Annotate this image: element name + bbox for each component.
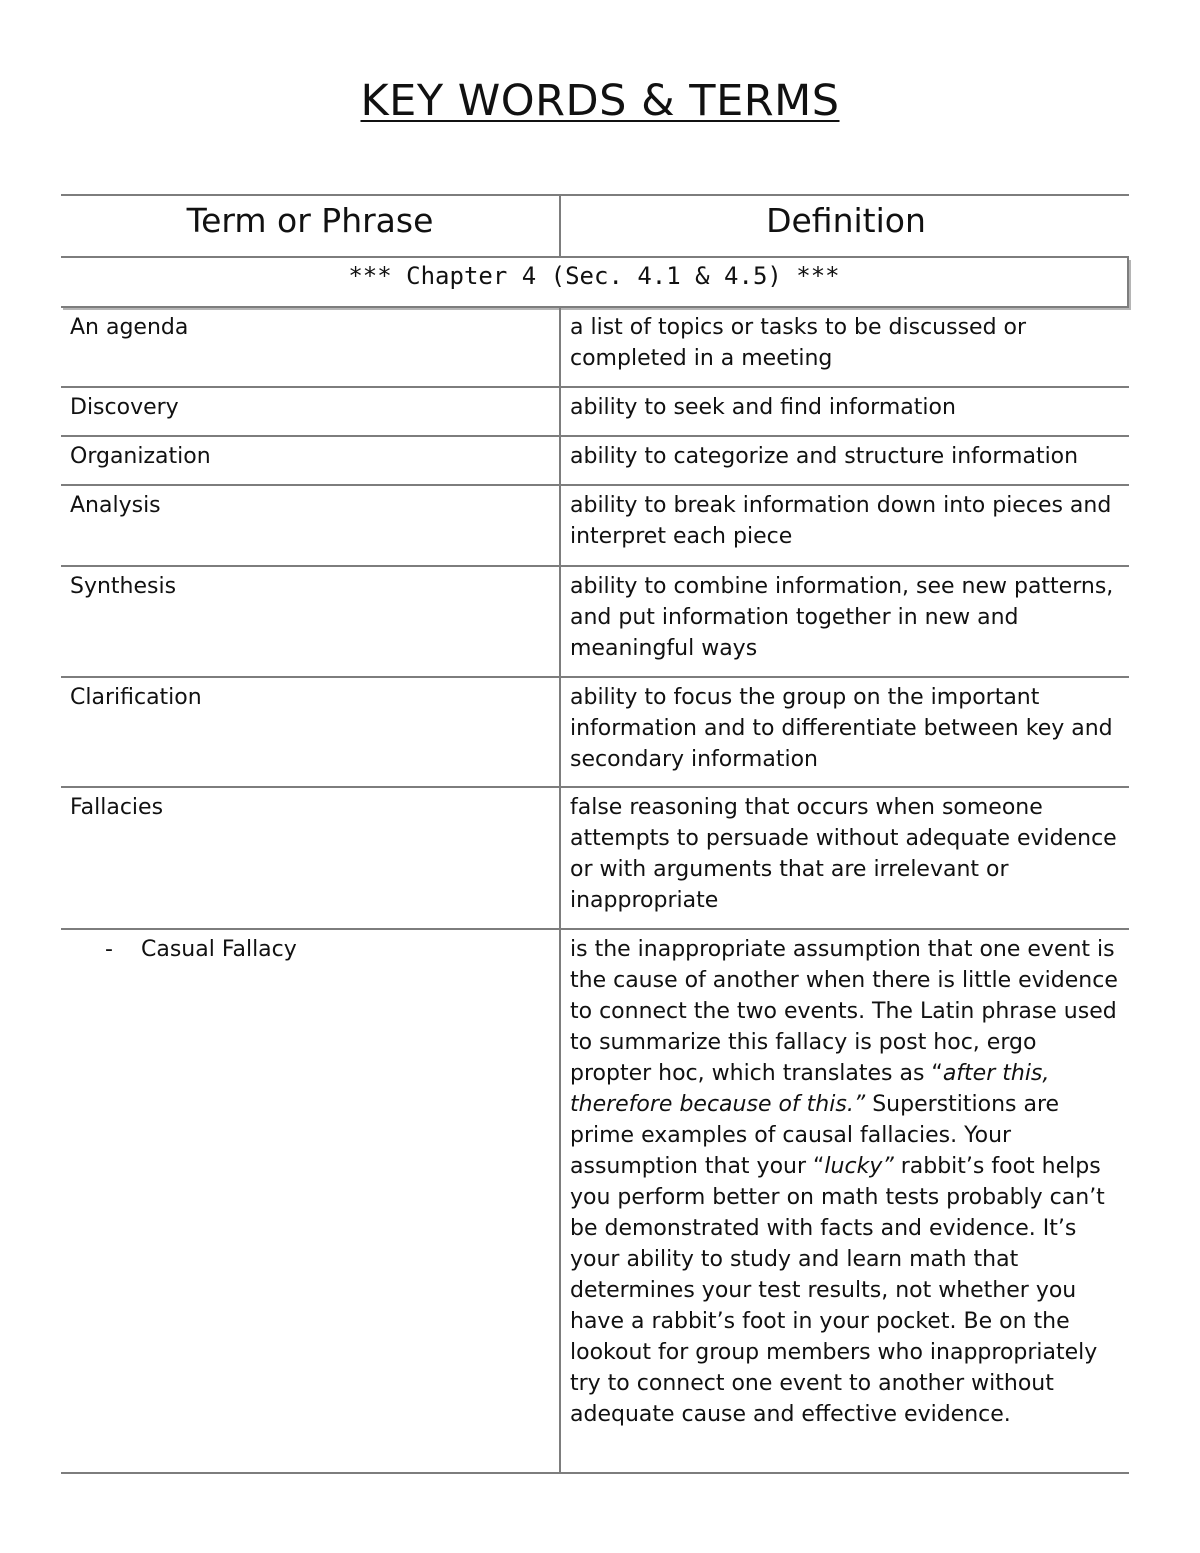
table-row bbox=[61, 308, 1129, 388]
header-definition: Definition bbox=[559, 196, 1131, 256]
sub-term-cell bbox=[105, 934, 585, 965]
definition-italic-word: lucky” bbox=[824, 1154, 894, 1179]
terms-table bbox=[61, 194, 1129, 1474]
table-row bbox=[61, 930, 1129, 1474]
sub-term-label: Casual Fallacy bbox=[141, 937, 297, 962]
definition-cell: ability to categorize and structure information bbox=[559, 437, 1121, 486]
definition-cell bbox=[559, 930, 1121, 1474]
table-row bbox=[61, 437, 1129, 486]
term-cell: Synthesis bbox=[70, 574, 177, 599]
definition-cell: false reasoning that occurs when someone attempts to persuade without adequate evidence or with arguments that are irrelevant or inappropriate bbox=[559, 788, 1121, 930]
section-heading: *** Chapter 4 (Sec. 4.1 & 4.5) *** bbox=[61, 258, 1129, 308]
page-title: KEY WORDS & TERMS bbox=[360, 76, 840, 126]
list-dash: - bbox=[105, 937, 113, 962]
table-row bbox=[61, 678, 1129, 788]
table-row bbox=[61, 388, 1129, 437]
table-row bbox=[61, 486, 1129, 567]
header-term: Term or Phrase bbox=[186, 201, 434, 240]
table-header bbox=[61, 194, 1129, 258]
definition-cell: a list of topics or tasks to be discussed or completed in a meeting bbox=[559, 308, 1121, 388]
term-cell: Analysis bbox=[70, 493, 161, 518]
term-cell: Fallacies bbox=[70, 795, 164, 820]
term-cell: Organization bbox=[70, 444, 211, 469]
term-cell: Discovery bbox=[70, 395, 179, 420]
definition-cell: ability to combine information, see new patterns, and put information together in new and meaningful ways bbox=[559, 567, 1121, 678]
definition-cell: ability to focus the group on the important information and to differentiate between key and secondary information bbox=[559, 678, 1121, 788]
term-cell: An agenda bbox=[70, 315, 189, 340]
term-cell: Clarification bbox=[70, 685, 202, 710]
table-row bbox=[61, 567, 1129, 678]
definition-italic-phrase: after this, therefore because of this.” bbox=[570, 1061, 1050, 1117]
table-row bbox=[61, 788, 1129, 930]
definition-cell: ability to seek and find information bbox=[559, 388, 1121, 437]
definition-text: rabbit’s foot helps you perform better on math tests probably can’t be demonstrated with facts and evidence. It’s your ability to study and learn math that determines your test results, not whether you have a rabbit’s foot in your pocket. Be on the lookout for group members who inappropriately try to connect one event to another without adequate cause and effective evidence. bbox=[570, 1154, 1105, 1427]
definition-text: is the inappropriate assumption that one event is the cause of another when there is little evidence to connect the two events. The Latin phrase used to summarize this fallacy is post hoc, ergo propter hoc, which translates as “ bbox=[570, 937, 1118, 1086]
definition-text: Superstitions are prime examples of causal fallacies. Your assumption that your “ bbox=[570, 1092, 1060, 1179]
definition-cell: ability to break information down into pieces and interpret each piece bbox=[559, 486, 1121, 567]
